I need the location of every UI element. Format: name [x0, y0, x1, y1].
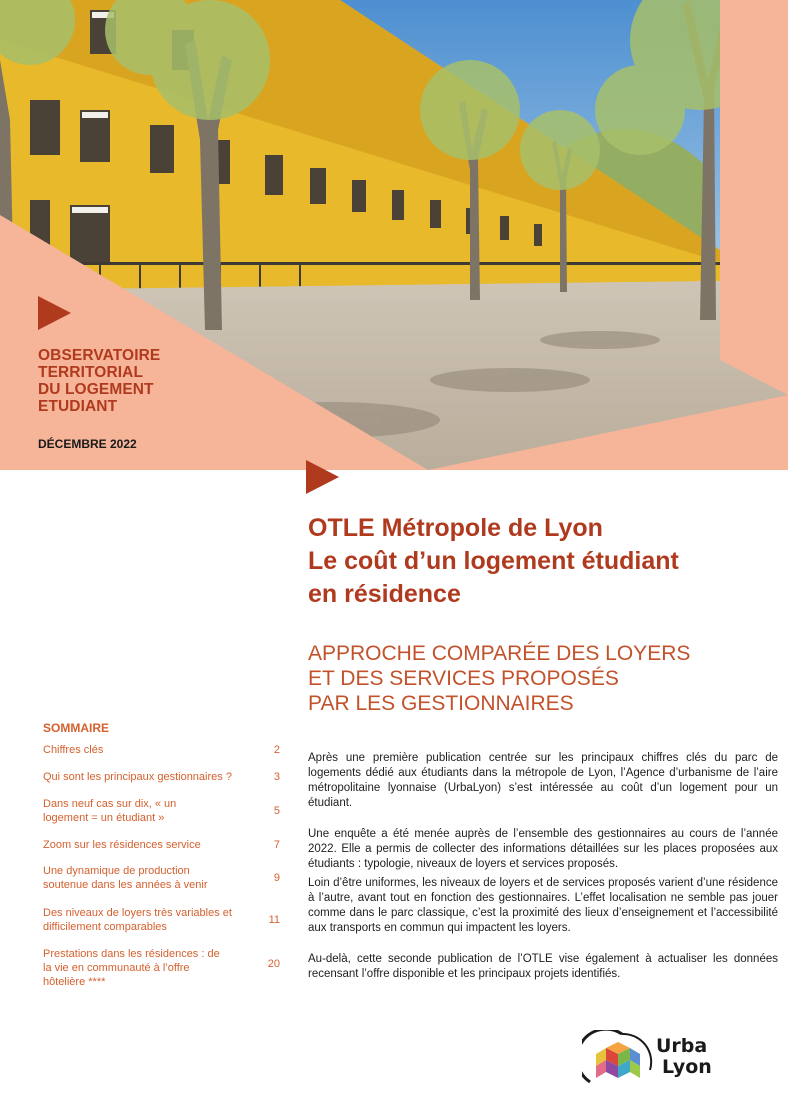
toc-label: Qui sont les principaux gestionnaires ?	[43, 771, 232, 783]
title-line: Le coût d’un logement étudiant	[308, 547, 679, 575]
subtitle-line: APPROCHE COMPARÉE DES LOYERS	[308, 642, 691, 665]
title-line: OTLE Métropole de Lyon	[308, 514, 603, 542]
observatory-line: TERRITORIAL	[38, 364, 144, 381]
table-of-contents	[43, 743, 283, 989]
publication-date: DÉCEMBRE 2022	[38, 437, 137, 451]
chevron-marker-title	[306, 460, 339, 494]
toc-label: Prestations dans les résidences : de la vie en communauté à l’offre hôtelière ****	[43, 948, 220, 988]
document-subtitle	[308, 641, 778, 716]
summary-heading: SOMMAIRE	[43, 721, 109, 735]
toc-label: Zoom sur les résidences service	[43, 839, 201, 851]
toc-label: Chiffres clés	[43, 744, 104, 756]
chevron-marker-left	[38, 296, 71, 330]
toc-item[interactable]	[43, 743, 283, 757]
toc-page: 2	[273, 744, 280, 756]
toc-page: 5	[273, 805, 280, 817]
intro-paragraph: Après une première publication centrée sur les principaux chiffres clés du parc de logements dédié aux étudiants dans la métropole de Lyon, l’Agence d’urbanisme de l’aire métropolitaine lyonnaise (UrbaLyon) s’est intéressée au coût d’un logement pour un étudiant.	[308, 752, 778, 809]
document-title	[308, 512, 778, 611]
subtitle-line: ET DES SERVICES PROPOSÉS	[308, 667, 619, 690]
observatory-line: ETUDIANT	[38, 398, 118, 415]
toc-label: Une dynamique de production soutenue dans les années à venir	[43, 865, 208, 891]
toc-item[interactable]	[43, 797, 283, 825]
observatory-line: OBSERVATOIRE	[38, 347, 161, 364]
logo-line: Urba	[656, 1035, 708, 1057]
toc-page: 3	[273, 771, 280, 783]
toc-label: Dans neuf cas sur dix, « un logement = un étudiant »	[43, 798, 177, 824]
logo-line: Lyon	[662, 1056, 712, 1078]
intro-text	[308, 751, 778, 982]
title-line: en résidence	[308, 580, 461, 608]
toc-page: 9	[273, 872, 280, 884]
toc-item[interactable]	[43, 947, 283, 989]
subtitle-line: PAR LES GESTIONNAIRES	[308, 692, 574, 715]
intro-paragraph: Une enquête a été menée auprès de l’ensemble des gestionnaires au cours de l’année 2022. Elle a permis de collecter des informations détaillées sur les places proposées aux étudiants : typologie, niveaux de loyers et services proposés.	[308, 828, 778, 870]
observatory-name	[38, 347, 238, 415]
toc-item[interactable]	[43, 906, 283, 934]
toc-item[interactable]	[43, 838, 283, 852]
toc-page: 20	[267, 958, 280, 970]
toc-item[interactable]	[43, 864, 283, 892]
intro-paragraph: Loin d’être uniformes, les niveaux de loyers et de services proposés varient d’une résidence à l’autre, avant tout en fonction des gestionnaires. L’effet localisation ne semble pas jouer comme dans le parc classique, c’est la proximité des lieux d’enseignement et l’accessibilité aux transports en commun qui impactent les loyers.	[308, 877, 778, 934]
toc-item[interactable]	[43, 770, 283, 784]
toc-page: 7	[273, 839, 280, 851]
toc-label: Des niveaux de loyers très variables et difficilement comparables	[43, 907, 232, 933]
logo-wordmark	[656, 1036, 712, 1078]
observatory-line: DU LOGEMENT	[38, 381, 154, 398]
toc-page: 11	[268, 914, 280, 926]
intro-paragraph: Au-delà, cette seconde publication de l’OTLE vise également à actualiser les données recensant l’offre disponible et les principaux projets identifiés.	[308, 953, 778, 980]
